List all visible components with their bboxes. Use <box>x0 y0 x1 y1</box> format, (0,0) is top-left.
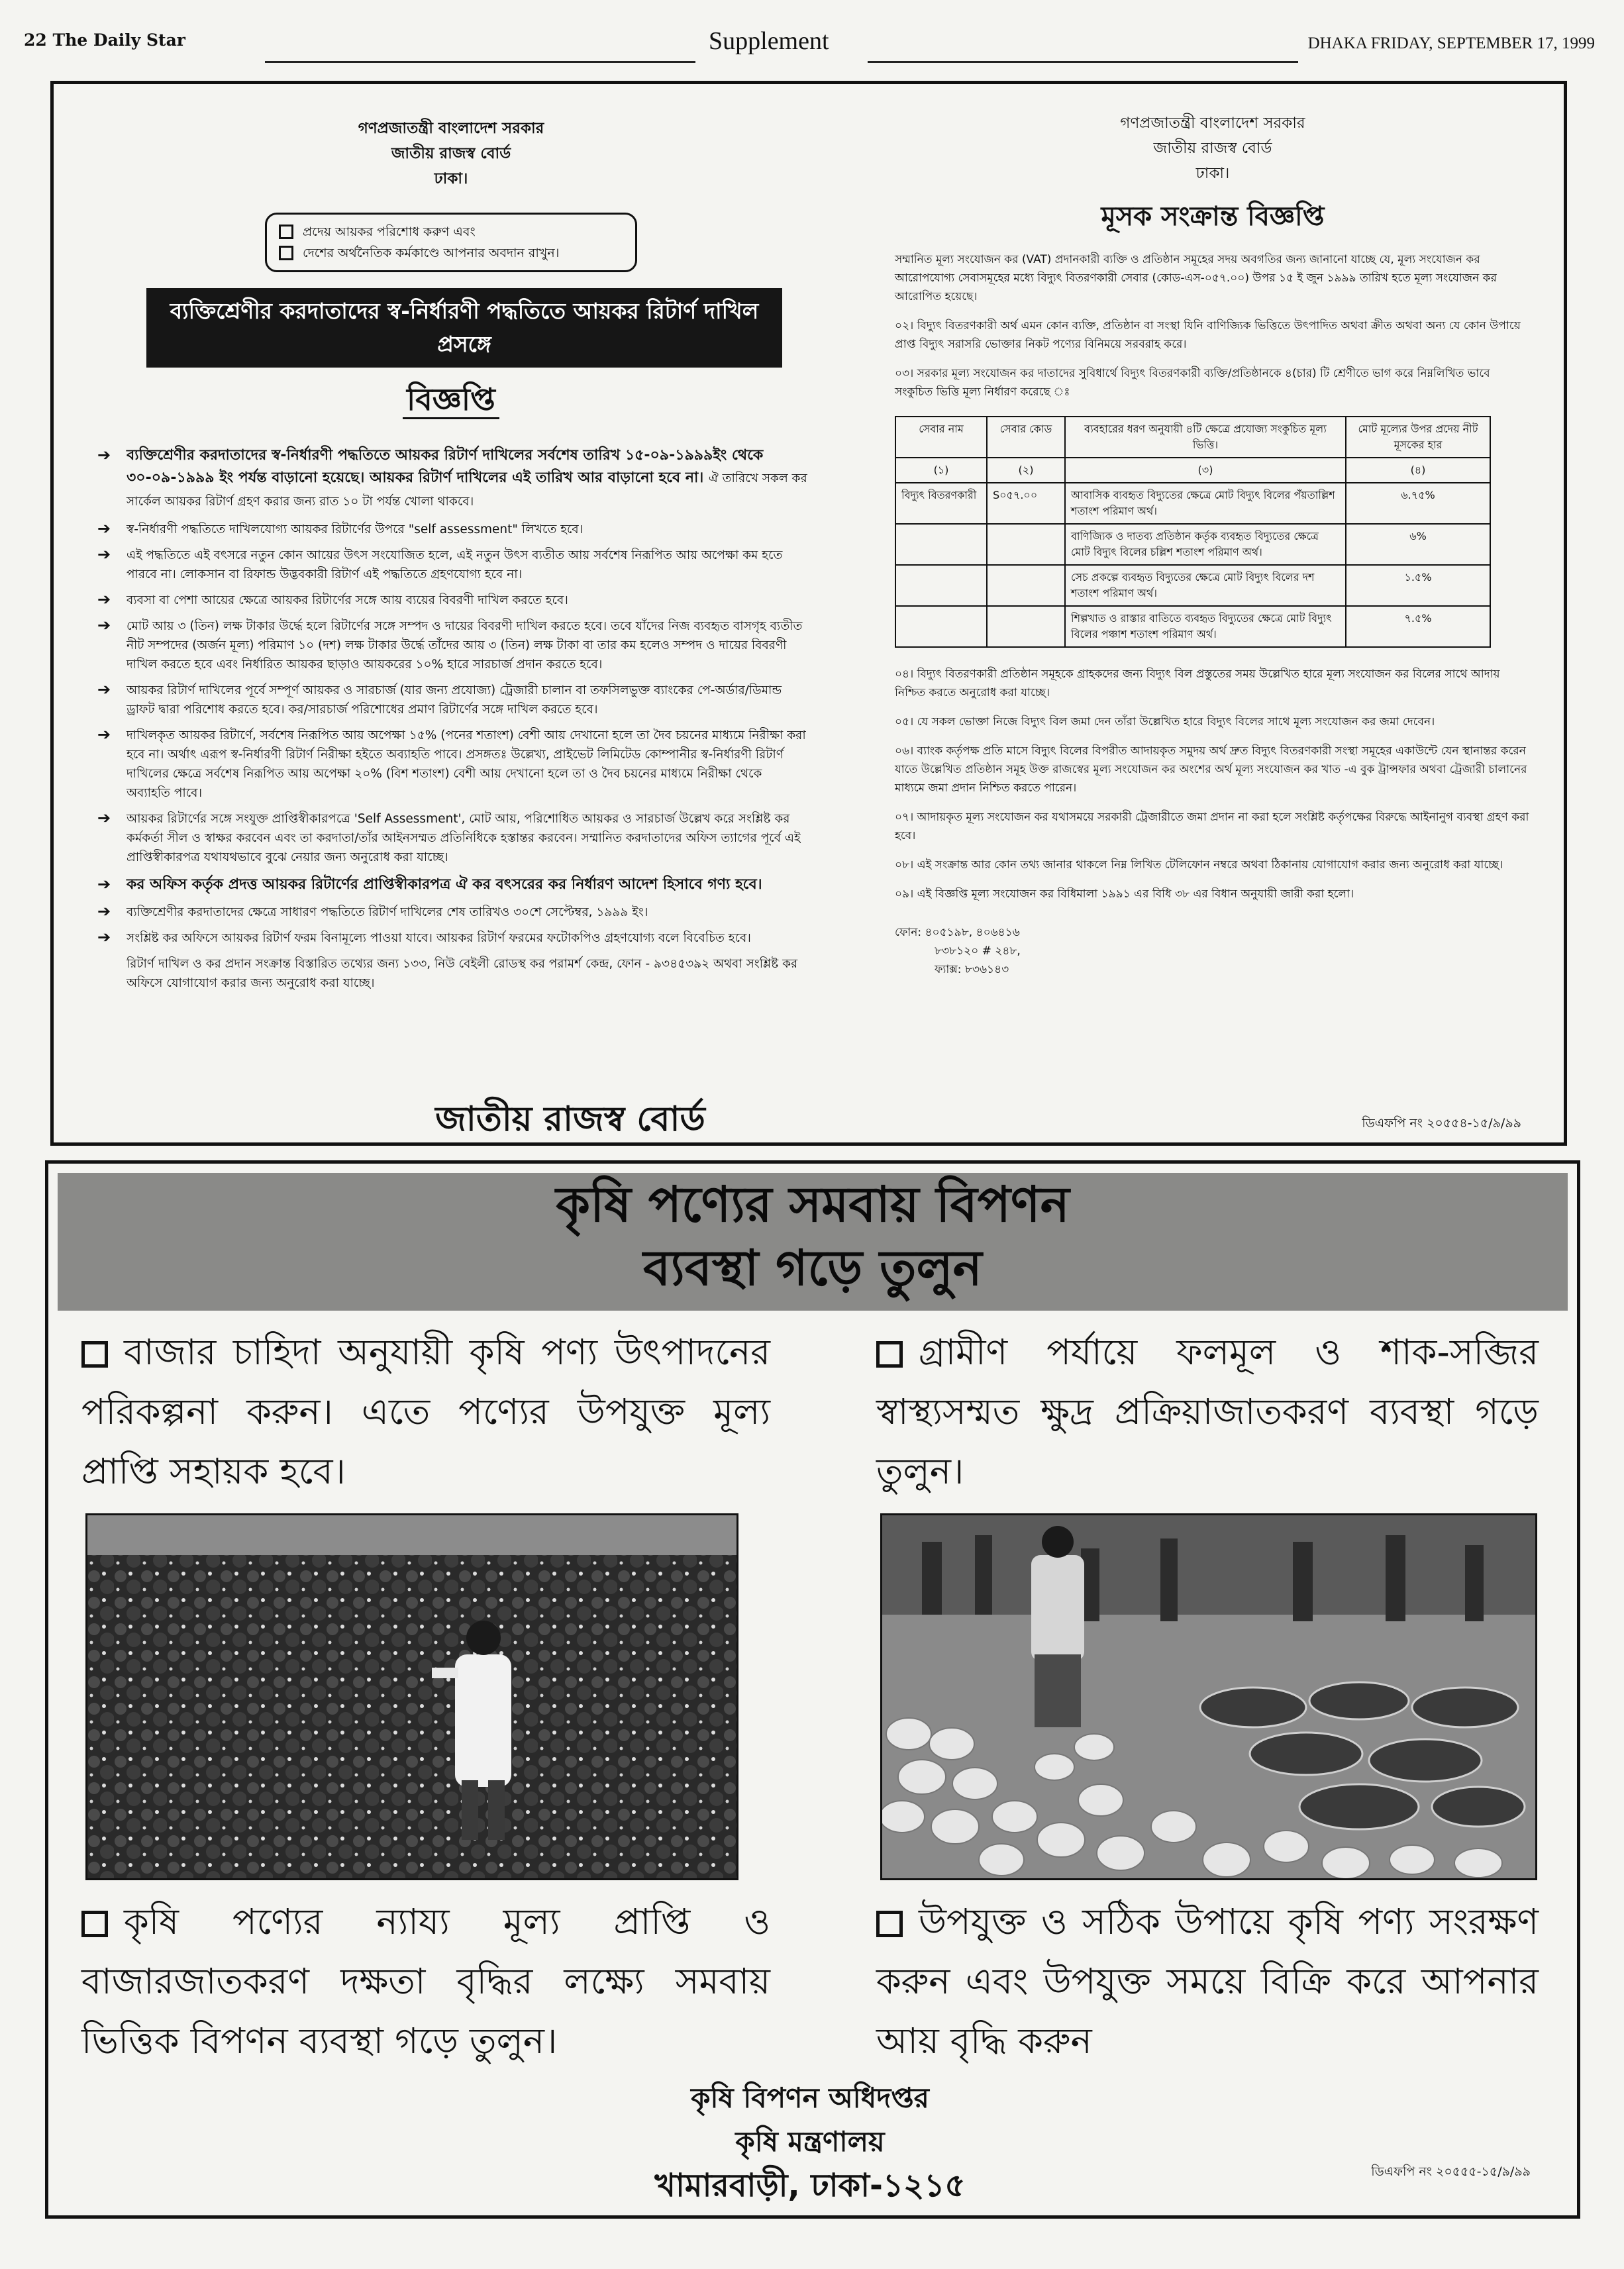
nbr-notice-box <box>50 81 1567 1146</box>
table-header: মোট মূল্যের উপর প্রদেয় নীট মূসকের হার <box>1346 417 1490 458</box>
arrow-icon: ➔ <box>97 725 111 744</box>
list-item: ➔ মোট আয় ৩ (তিন) লক্ষ টাকার উর্দ্ধে হলে রিটার্ণের সঙ্গে সম্পদ ও দায়ের বিবরণী দাখিল করতে হবে। তবে যাঁদের নিজ ব্যবহৃত বাসগৃহ ব্যতীত নীট সম্পদের (অর্জন মূল্য) পরিমাণ ১০ (দশ) লক্ষ টাকার উর্দ্ধে তাঁদের আয় ৩ (তিন) লক্ষ টাকা বা তার কম হলেও সম্পদ ও দায়ের বিবরণী দাখিল করতে হবে এবং নির্ধারিত আয়কর ছাড়াও আয়করের ১০% হারে সারচার্জ প্রদান করতে হবে। <box>97 616 803 672</box>
gov-line: জাতীয় রাজস্ব বোর্ড <box>391 145 511 162</box>
table-header-row <box>895 417 1490 458</box>
bold-point: ➔ কর অফিস কর্তৃক প্রদত্ত আয়কর রিটার্ণের প্রাপ্তিস্বীকারপত্র ঐ কর বৎসরের কর নির্ধারণ আদেশ হিসাবে গণ্য হবে। <box>127 874 809 896</box>
checklist-item: দেশের অর্থনৈতিক কর্মকাণ্ডে আপনার অবদান রাখুন। <box>279 242 623 264</box>
vat-para: ০৪। বিদ্যুৎ বিতরণকারী প্রতিষ্ঠান সমূহকে গ্রাহকদের জন্য বিদ্যুৎ বিল প্রস্তুতের সময় উল্লেখিত হারে মূল্য সংযোজন কর বিলের সাথে আদায় নিশ্চিত করতে অনুরোধ করা যাচ্ছে। <box>895 668 1500 699</box>
cotton-field-photo <box>85 1513 738 1880</box>
agri-marketing-box <box>45 1160 1580 2219</box>
list-item: ➔ ব্যবসা বা পেশা আয়ের ক্ষেত্রে আয়কর রিটার্ণের সঙ্গে আয় ব্যয়ের বিবরণী দাখিল করতে হবে। <box>97 590 568 609</box>
closing-text: রিটার্ণ দাখিল ও কর প্রদান সংক্রান্ত বিস্তারিত তথ্যের জন্য ১৩৩, নিউ বেইলী রোডস্থ কর পরামর্শ কেন্দ্র, ফোন - ৯৩৪৫৩৯২ অথবা সংশ্লিষ্ট কর অফিসে যোগাযোগ করার জন্য অনুরোধ করা যাচ্ছে। <box>127 957 798 990</box>
page-label: 22 The Daily Star <box>24 30 185 50</box>
gov-line: গণপ্রজাতন্ত্রী বাংলাদেশ সরকার <box>358 120 544 137</box>
arrow-icon: ➔ <box>97 680 111 699</box>
arrow-icon: ➔ <box>97 545 111 564</box>
agri-ref-number: ডিএফপি নং ২০৫৫৫-১৫/৯/৯৯ <box>1371 2164 1531 2179</box>
vendor-figure <box>1031 1526 1084 1727</box>
arrow-icon: ➔ <box>97 590 111 609</box>
list-item: ➔ সংশ্লিষ্ট কর অফিসে আয়কর রিটার্ণ ফরম বিনামূল্যে পাওয়া যাবে। আয়কর রিটার্ণ ফরমের ফটোকপিও গ্রহণযোগ্য বলে বিবেচিত হবে। <box>97 928 751 946</box>
agri-banner <box>58 1173 1568 1311</box>
vat-gov-header <box>895 111 1531 186</box>
gov-line: জাতীয় রাজস্ব বোর্ড <box>1153 140 1272 157</box>
income-tax-headline: ব্যক্তিশ্রেণীর করদাতাদের স্ব-নির্ধারণী পদ্ধতিতে আয়কর রিটার্ণ দাখিল প্রসঙ্গে <box>146 288 782 368</box>
vegetable-market-photo <box>880 1513 1537 1880</box>
list-item: ➔ এই পদ্ধতিতে এই বৎসরে নতুন কোন আয়ের উৎস সংযোজিত হলে, এই নতুন উৎস ব্যতীত আয় সর্বশেষ নিরূপিত আয় অপেক্ষা কম হতে পারবে না। লোকসান বা রিফান্ড উদ্ভবকারী রিটার্ণ এই পদ্ধতিতে গ্রহণযোগ্য হবে না। <box>97 545 783 581</box>
vat-para: ০৭। আদায়কৃত মূল্য সংযোজন কর যথাসময়ে সরকারী ট্রেজারীতে জমা প্রদান না করা হলে সংশ্লিষ্ট কর্তৃপক্ষের বিরুদ্ধে আইনানুগ ব্যবস্থা গ্রহণ করা হবে। <box>895 811 1529 842</box>
vat-notice <box>895 111 1531 979</box>
table-row: বিদ্যুৎ বিতরণকারী S০৫৭.০০ আবাসিক ব্যবহৃত বিদ্যুতের ক্ষেত্রে মোট বিদ্যুৎ বিলের পঁয়তাল্লিশ শতাংশ পরিমাণ অর্থ। ৬.৭৫% <box>895 483 1490 524</box>
checkbox-icon <box>279 225 293 239</box>
table-row: সেচ প্রকল্পে ব্যবহৃত বিদ্যুতের ক্ষেত্রে মোট বিদ্যুৎ বিলের দশ শতাংশ পরিমাণ অর্থ। ১.৫% <box>895 565 1490 606</box>
arrow-icon: ➔ <box>97 875 111 893</box>
service-name: বিদ্যুৎ বিতরণকারী <box>895 483 987 524</box>
income-tax-gov-header <box>93 116 809 191</box>
vat-para: ০৯। এই বিজ্ঞপ্তি মূল্য সংযোজন কর বিধিমালা ১৯৯১ এর বিধি ৩৮ এর বিধান অনুযায়ী জারী করা হলো। <box>895 887 1354 901</box>
checklist-box <box>265 213 637 272</box>
table-index-row: (১) (২) (৩) (৪) <box>895 458 1490 483</box>
checkbox-icon <box>279 246 293 260</box>
agri-point-top-left: বাজার চাহিদা অনুযায়ী কৃষি পণ্য উৎপাদনের পরিকল্পনা করুন। এতে পণ্যের উপযুক্ত মূল্য প্রাপ্তি সহায়ক হবে। <box>81 1331 770 1492</box>
income-tax-signature: জাতীয় রাজস্ব বোর্ড <box>435 1099 705 1139</box>
list-item: ➔ আয়কর রিটার্ণের সঙ্গে সংযুক্ত প্রাপ্তিস্বীকারপত্রে 'Self Assessment', মোট আয়, পরিশোধিত আয়কর ও সারচার্জ উল্লেখ করে সংশ্লিষ্ট কর কর্মকর্তা সীল ও স্বাক্ষর করবেন এবং তা করদাতা/তাঁর আইনসম্মত প্রতিনিধিকে হস্তান্তর করবেন। সম্মানিত করদাতাদের অফিস ত্যাগের পূর্বে এই প্রাপ্তিস্বীকারপত্র যথাযথভাবে বুঝে নেয়ার জন্য অনুরোধ করা যাচ্ছে। <box>97 809 801 864</box>
table-row: শিল্পখাত ও রাস্তার বাতিতে ব্যবহৃত বিদ্যুতের ক্ষেত্রে মোট বিদ্যুৎ বিলের পঞ্চাশ শতাংশ পরিমাণ অর্থ। ৭.৫% <box>895 606 1490 647</box>
market-illustration <box>882 1515 1535 1878</box>
banner-line: কৃষি পণ্যের সমবায় বিপণন <box>556 1176 1070 1233</box>
agri-point-top-right: গ্রামীণ পর্যায়ে ফলমূল ও শাক-সব্জির স্বাস্থ্যসম্মত ক্ষুদ্র প্রক্রিয়াজাতকরণ ব্যবস্থা গড়ে তুলুন। <box>876 1331 1539 1492</box>
vat-contact: ফোন: ৪০৫১৯৮, ৪০৬৪১৬ ৮৩৮১২০ # ২৪৮, ফ্যাক্স: ৮৩৬১৪৩ <box>895 926 1021 976</box>
service-code: S০৫৭.০০ <box>987 483 1065 524</box>
vat-intro: সম্মানিত মূল্য সংযোজন কর (VAT) প্রদানকারী ব্যক্তি ও প্রতিষ্ঠান সমূহের সদয় অবগতির জন্য জানানো যাচ্ছে যে, মূল্য সংযোজন কর আরোপযোগ্য সেবাসমূহের মধ্যে বিদ্যুৎ বিতরণকারী সেবার (কোড-এস-০৫৭.০০) উপর ১৫ ই জুন ১৯৯৯ তারিখ হতে মূল্য সংযোজন কর আরোপিত হয়েছে। <box>895 253 1497 303</box>
checkbox-icon <box>81 1911 108 1937</box>
income-tax-notice <box>93 97 809 999</box>
table-header: ব্যবহারের ধরণ অনুযায়ী ৪টি ক্ষেত্রে প্রযোজ্য সংকুচিত মূল্য ভিত্তি। <box>1065 417 1346 458</box>
vat-rate-table <box>895 416 1491 648</box>
agri-point-bottom-left: কৃষি পণ্যের ন্যায্য মূল্য প্রাপ্তি ও বাজারজাতকরণ দক্ষতা বৃদ্ধির লক্ষ্যে সমবায় ভিত্তিক বিপণন ব্যবস্থা গড়ে তুলুন। <box>81 1901 770 2062</box>
banner-line: ব্যবস্থা গড়ে তুলুন <box>643 1240 982 1297</box>
gov-line: ঢাকা। <box>1195 165 1230 182</box>
vat-para: ০৬। ব্যাংক কর্তৃপক্ষ প্রতি মাসে বিদ্যুৎ বিলের বিপরীত আদায়কৃত সমুদয় অর্থ দ্রুত বিদ্যুৎ বিতরণকারী সংস্থা সমূহের একাউন্টে যেন স্থানান্তর করেন যাতে উল্লেখিত প্রতিষ্ঠান সমূহ উক্ত রাজস্বের মূল্য সংযোজন কর অংশের অর্থ মূল্য সংযোজন কর খাত -এ বুক ট্রান্সফার অথবা ট্রেজারী চালানের মাধ্যমে জমা প্রদান নিশ্চিত করতে পারেন। <box>895 744 1527 795</box>
income-tax-title: বিজ্ঞপ্তি <box>93 377 809 427</box>
table-header: সেবার কোড <box>987 417 1065 458</box>
arrow-icon: ➔ <box>97 519 111 538</box>
arrow-icon: ➔ <box>97 809 111 827</box>
table-row: বাণিজ্যিক ও দাতব্য প্রতিষ্ঠান কর্তৃক ব্যবহৃত বিদ্যুতের ক্ষেত্রে মোট বিদ্যুৎ বিলের চল্লিশ শতাংশ পরিমাণ অর্থ। ৬% <box>895 524 1490 565</box>
masthead <box>0 0 1624 66</box>
lead-point: ➔ ব্যক্তিশ্রেণীর করদাতাদের স্ব-নির্ধারণী পদ্ধতিতে আয়কর রিটার্ণ দাখিলের সর্বশেষ তারিখ ১৫-০৯-১৯৯৯ইং থেকে ৩০-০৯-১৯৯৯ ইং পর্যন্ত বাড়ানো হয়েছে। আয়কর রিটার্ণ দাখিলের এই তারিখ আর বাড়ানো হবে না। ঐ তারিখে সকল কর সার্কেল আয়কর রিটার্ণ গ্রহণ করার জন্য রাত ১০ টা পর্যন্ত খোলা থাকবে। <box>127 444 809 513</box>
arrow-icon: ➔ <box>97 616 111 634</box>
gov-line: ঢাকা। <box>434 170 468 187</box>
table-header: সেবার নাম <box>895 417 987 458</box>
arrow-icon: ➔ <box>97 928 111 946</box>
masthead-rule-right <box>868 61 1298 63</box>
arrow-icon: ➔ <box>97 902 111 921</box>
agri-footer: কৃষি বিপণন অধিদপ্তর কৃষি মন্ত্রণালয় খামারবাড়ী, ঢাকা-১২১৫ <box>654 2082 966 2204</box>
vat-para: ০২। বিদ্যুৎ বিতরণকারী অর্থ এমন কোন ব্যক্তি, প্রতিষ্ঠান বা সংস্থা যিনি বাণিজ্যিক ভিত্তিতে উৎপাদিত অথবা ক্রীত অথবা অন্য যে কোন উপায়ে প্রাপ্ত বিদ্যুৎ সরাসরি ভোক্তার নিকট পণ্যের বিনিময়ে সরবরাহ করে। <box>895 319 1521 351</box>
arrow-icon: ➔ <box>97 446 111 464</box>
vat-para: ০৫। যে সকল ভোক্তা নিজে বিদ্যুৎ বিল জমা দেন তাঁরা উল্লেখিত হারে বিদ্যুৎ বিলের সাথে মূল্য সংযোজন কর জমা দেবেন। <box>895 715 1435 729</box>
gov-line: গণপ্রজাতন্ত্রী বাংলাদেশ সরকার <box>1120 115 1305 132</box>
checkbox-icon <box>81 1341 108 1368</box>
list-item: ➔ ব্যক্তিশ্রেণীর করদাতাদের ক্ষেত্রে সাধারণ পদ্ধতিতে রিটার্ণ দাখিলের শেষ তারিখও ৩০শে সেপ্টেম্বর, ১৯৯৯ ইং। <box>97 902 648 921</box>
checklist-item: প্রদেয় আয়কর পরিশোধ করুণ এবং <box>279 221 623 242</box>
income-tax-points <box>93 444 809 993</box>
dateline: DHAKA FRIDAY, SEPTEMBER 17, 1999 <box>1307 34 1595 52</box>
vat-para: ০৩। সরকার মূল্য সংযোজন কর দাতাদের সুবিধার্থে বিদ্যুৎ বিতরণকারী ব্যক্তি/প্রতিষ্ঠানকে ৪(চার) টি শ্রেণীতে ভাগ করে নিম্নলিখিত ভাবে সংকুচিত ভিত্তি মূল্য নির্ধারণ করেছে ঃ <box>895 367 1490 399</box>
section-title: Supplement <box>709 27 829 55</box>
list-item: ➔ স্ব-নির্ধারণী পদ্ধতিতে দাখিলযোগ্য আয়কর রিটার্ণের উপরে "self assessment" লিখতে হবে। <box>97 519 584 538</box>
vat-ref-number: ডিএফপি নং ২০৫৫৪-১৫/৯/৯৯ <box>1362 1116 1521 1131</box>
list-item: ➔ আয়কর রিটার্ণ দাখিলের পূর্বে সম্পূর্ণ আয়কর ও সারচার্জ (যার জন্য প্রযোজ্য) ট্রেজারী চালান বা তফসিলভুক্ত ব্যাংকের পে-অর্ডার/ডিমান্ড ড্রাফট দ্বারা পরিশোধ করতে হবে। কর/সারচার্জ পরিশোধের প্রমাণ রিটার্ণের সঙ্গে দাখিল করতে হবে। <box>97 680 782 717</box>
masthead-rule-left <box>265 61 695 63</box>
agri-point-bottom-right: উপযুক্ত ও সঠিক উপায়ে কৃষি পণ্য সংরক্ষণ করুন এবং উপযুক্ত সময়ে বিক্রি করে আপনার আয় বৃদ্ধি করুন <box>876 1901 1539 2062</box>
checkbox-icon <box>876 1341 903 1368</box>
checkbox-icon <box>876 1911 903 1937</box>
list-item: ➔ দাখিলকৃত আয়কর রিটার্ণে, সর্বশেষ নিরূপিত আয় অপেক্ষা ১৫% (পনের শতাংশ) বেশী আয় দেখানো হলে তা দৈব চয়নের মাধ্যমে নিরীক্ষা করা হবে না। অর্থাৎ এরূপ স্ব-নির্ধারণী রিটার্ণ নিরীক্ষা হইতে অব্যাহতি পাবে। প্রসঙ্গতঃ উল্লেখ্য, প্রাইভেট লিমিটেড কোম্পানীর স্ব-নির্ধারণী রিটার্ণ দাখিলের ক্ষেত্রে সর্বশেষ নিরূপিত আয় অপেক্ষা ২০% (বিশ শতাংশ) বেশী আয় দেখানো হলে তা ও দৈব চয়নের মাধ্যমে নিরীক্ষা থেকে অব্যাহতি পাবে। <box>97 725 806 800</box>
cotton-field-illustration <box>87 1515 736 1878</box>
vat-title: মূসক সংক্রান্ত বিজ্ঞপ্তি <box>1101 201 1325 232</box>
vat-para: ০৮। এই সংক্রান্ত আর কোন তথ্য জানার থাকলে নিম্ন লিখিত টেলিফোন নম্বরে অথবা ঠিকানায় যোগাযোগ করার জন্য অনুরোধ করা যাচ্ছে। <box>895 858 1503 872</box>
